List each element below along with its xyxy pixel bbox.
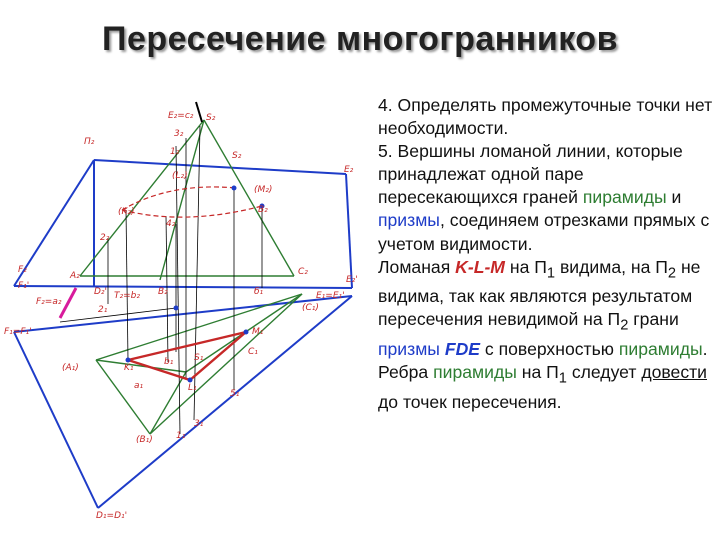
slide-body	[378, 94, 718, 414]
label-b2: B₂	[258, 205, 268, 215]
label-p2: П₂	[84, 137, 95, 147]
label-2-2: 2₂	[100, 233, 110, 243]
label-a2: A₂	[70, 271, 80, 281]
label-k1: K₁	[124, 363, 134, 373]
r4: до точек пересечения.	[378, 391, 562, 412]
r3: следует	[566, 362, 642, 383]
label-c1b: C₁	[248, 347, 258, 357]
polyline-klm	[128, 332, 246, 380]
l7: с поверхностью	[480, 338, 619, 359]
label-a1s: a₁	[134, 381, 144, 391]
label-b1p: (B₁)	[136, 435, 153, 445]
label-t2b2: T₂=b₂	[114, 291, 140, 301]
label-g1: б₁	[254, 287, 264, 297]
prism-edges	[14, 160, 352, 508]
label-d2: D₂'	[94, 287, 108, 297]
label-2-1: 2₁	[98, 305, 108, 315]
l-pyramid: пирамиды	[618, 338, 703, 359]
l3: видима, на П	[555, 256, 668, 277]
label-3-1: 3₁	[194, 419, 204, 429]
label-f2: F₂	[18, 265, 27, 275]
l4: не видима, так как являются результатом пересечения невидимой на П	[378, 256, 701, 330]
label-f1f1: F₁=F₁'	[4, 327, 32, 337]
l5: грани	[628, 309, 679, 330]
label-s2b: S₂	[232, 151, 242, 161]
r-pyramid: пирамиды	[433, 362, 517, 383]
label-e2p: E₂'	[346, 275, 358, 285]
projection-lines	[60, 126, 262, 434]
p5-start: 5. Вершины ломаной линии, которые принадлежат одной паре пересекающихся граней	[378, 141, 683, 208]
label-m2: (M₂)	[254, 185, 273, 195]
p5-prism: призмы	[378, 210, 440, 231]
label-f1p: F₁'	[18, 281, 30, 291]
label-1-2: 1₂	[170, 147, 180, 157]
label-f2a2: F₂=a₂	[36, 297, 62, 307]
l1: Ломаная	[378, 256, 456, 277]
apex-marker	[196, 102, 202, 122]
paragraph-5	[378, 140, 718, 255]
label-3-2: 3₂	[174, 129, 184, 139]
slide-title: Пересечение многогранников	[102, 20, 618, 58]
label-e2c2: E₂=c₂	[168, 111, 194, 121]
l-sub2: 2	[667, 265, 677, 282]
label-a1: (A₁)	[62, 363, 79, 373]
l-sub1: 1	[546, 265, 556, 282]
label-1-1: 1₁	[176, 431, 186, 441]
label-e1: E₁=E₁'	[316, 291, 345, 301]
l8: .	[702, 338, 708, 359]
r-sub: 1	[558, 370, 567, 387]
label-c2: C₂	[298, 267, 308, 277]
auxiliary-arcs	[122, 187, 262, 217]
label-d1: D₁=D₁'	[96, 511, 128, 521]
label-s2: S₂	[206, 113, 216, 123]
label-l1: L₁	[188, 383, 197, 393]
intersection-drawing	[0, 98, 370, 528]
paragraph-polyline	[378, 256, 718, 361]
paragraph-edges	[378, 361, 718, 414]
paragraph-4: 4. Определять промежуточные точки нет необходимости.	[378, 95, 713, 139]
polyline-name: K-L-M	[455, 256, 505, 277]
edge-highlight	[60, 288, 76, 318]
label-m1: M₁	[252, 327, 264, 337]
face-fde: FDE	[444, 338, 481, 359]
label-b1: b₁	[164, 357, 174, 367]
r1: Ребра	[378, 362, 434, 383]
label-4-2: 4₂	[166, 219, 176, 229]
l-sub3: 2	[620, 317, 629, 334]
r2: на П	[516, 362, 559, 383]
label-e2: E₂	[344, 165, 354, 175]
label-l2: (L₂)	[172, 171, 188, 181]
p5-pyramid: пирамиды	[582, 187, 667, 208]
l-prism: призмы	[378, 338, 440, 359]
label-c1: (C₁)	[302, 303, 319, 313]
label-k2: (K₂)	[118, 207, 135, 217]
l2: на П	[504, 256, 547, 277]
p5-and: и	[666, 187, 682, 208]
label-s1: S₁	[194, 353, 204, 363]
label-5-1: 5₁	[230, 389, 240, 399]
p5-end: , соединяем отрезками прямых с учетом видимости.	[378, 210, 710, 254]
r-dovesti: довести	[641, 362, 707, 383]
label-b2b: B₂	[158, 287, 168, 297]
